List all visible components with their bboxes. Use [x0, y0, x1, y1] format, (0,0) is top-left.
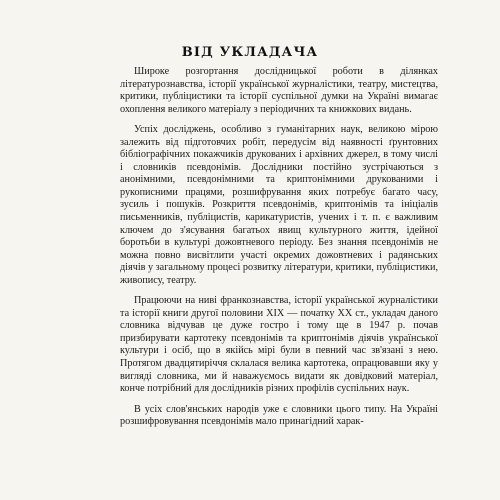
document-body [120, 66, 438, 429]
paragraph-3: Працюючи на ниві франкознавства, історії української журналістики та історії книги другої половини XIX — початку XX ст., укладач даного словника відчував це дуже гостро і тому ще в 1947 р. почав призбирувати картотеку псевдонімів та криптонімів діячів української культури і осіб, що в якійсь мірі були в певний час зв'язані з нею. Протягом двадцятиріччя склалася велика картотека, опрацювавши яку у вигляді словника, ми й наважуємось видати як довідковий матеріал, конче потрібний для дослідників різних профілів суспільних наук. [120, 295, 438, 395]
paragraph-2: Успіх досліджень, особливо з гуманітарних наук, великою мірою залежить від підготовчих робіт, передусім від наявності ґрунтовних бібліографічних покажчиків друкованих і архівних джерел, в тому числі і словників псевдонімів. Дослідники постійно зустрічаються з анонімними, псевдонімними та криптонімними друкованими і рукописними працями, розшифрування яких потребує багато часу, зусиль і пошуків. Розкриття псевдонімів, криптонімів та ініціалів письменників, публіцистів, карикатуристів, учених і т. п. є важливим ключем до з'ясування багатьох явищ культурного життя, ідейної боротьби в культурі дожовтневого періоду. Без знання псевдонімів не можна повно висвітлити участі окремих дожовтневих і радянських діячів у загальному процесі розвитку літератури, критики, публіцистики, живопису, театру. [120, 124, 439, 286]
paragraph-4: В усіх слов'янських народів уже є словники цього типу. На Україні розшифровування псевдонімів мало принагідний харак- [120, 403, 438, 428]
paragraph-1: Широке розгортання дослідницької роботи в ділянках літературознавства, історії української журналістики, театру, мистецтва, критики, публіцистики та історії суспільної думки на Україні вимагає охоплення великого матеріалу з періодичних та книжкових видань. [120, 66, 438, 115]
document-title: ВІД УКЛАДАЧА [181, 45, 319, 60]
